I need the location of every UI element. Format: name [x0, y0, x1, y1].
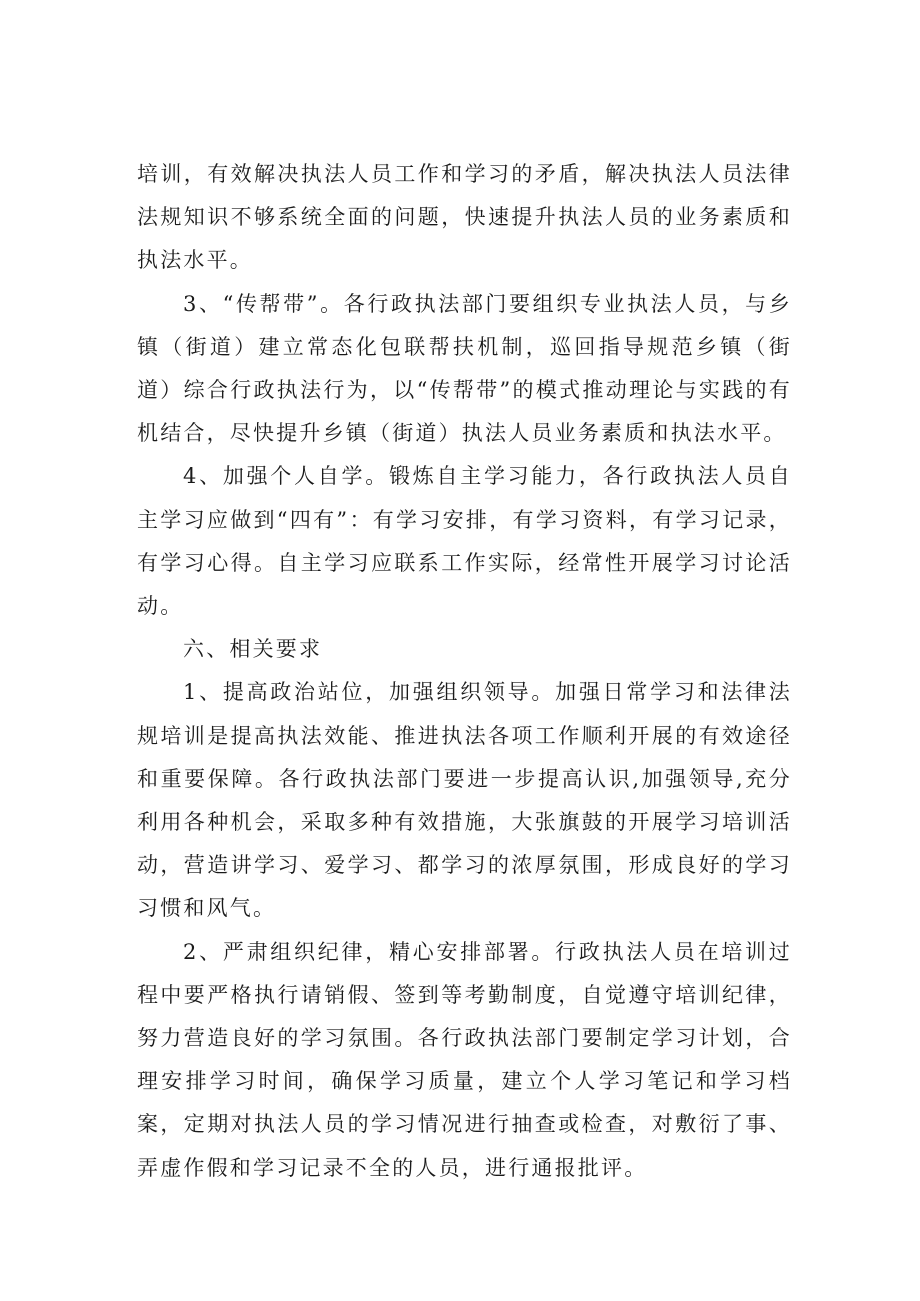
paragraph-self-study: 4、加强个人自学。锻炼自主学习能力，各行政执法人员自主学习应做到“四有”：有学习安排，有学习资料，有学习记录，有学习心得。自主学习应联系工作实际，经常性开展学习讨论活动。	[137, 464, 792, 619]
paragraph-discipline: 2、严肃组织纪律，精心安排部署。行政执法人员在培训过程中要严格执行请销假、签到等考勤制度，自觉遵守培训纪律，努力营造良好的学习氛围。各行政执法部门要制定学习计划，合理安排学习时间，确保学习质量，建立个人学习笔记和学习档案，定期对执法人员的学习情况进行抽查或检查，对敷衍了事、弄虚作假和学习记录不全的人员，进行通报批评。	[137, 939, 792, 1180]
paragraph-training-continued: 培训，有效解决执法人员工作和学习的矛盾，解决执法人员法律法规知识不够系统全面的问题，快速提升执法人员的业务素质和执法水平。	[137, 162, 792, 273]
paragraph-political-stance: 1、提高政治站位，加强组织领导。加强日常学习和法律法规培训是提高执法效能、推进执法各项工作顺利开展的有效途径和重要保障。各行政执法部门要进一步提高认识,加强领导,充分利用各种机会，采取多种有效措施，大张旗鼓的开展学习培训活动，营造讲学习、爱学习、都学习的浓厚氛围，形成良好的学习习惯和风气。	[137, 680, 792, 921]
document-body	[137, 153, 792, 1190]
section-heading-requirements: 六、相关要求	[183, 637, 323, 662]
paragraph-mentoring: 3、“传帮带”。各行政执法部门要组织专业执法人员，与乡镇（街道）建立常态化包联帮扶机制，巡回指导规范乡镇（街道）综合行政执法行为，以“传帮带”的模式推动理论与实践的有机结合，尽快提升乡镇（街道）执法人员业务素质和执法水平。	[137, 291, 792, 446]
